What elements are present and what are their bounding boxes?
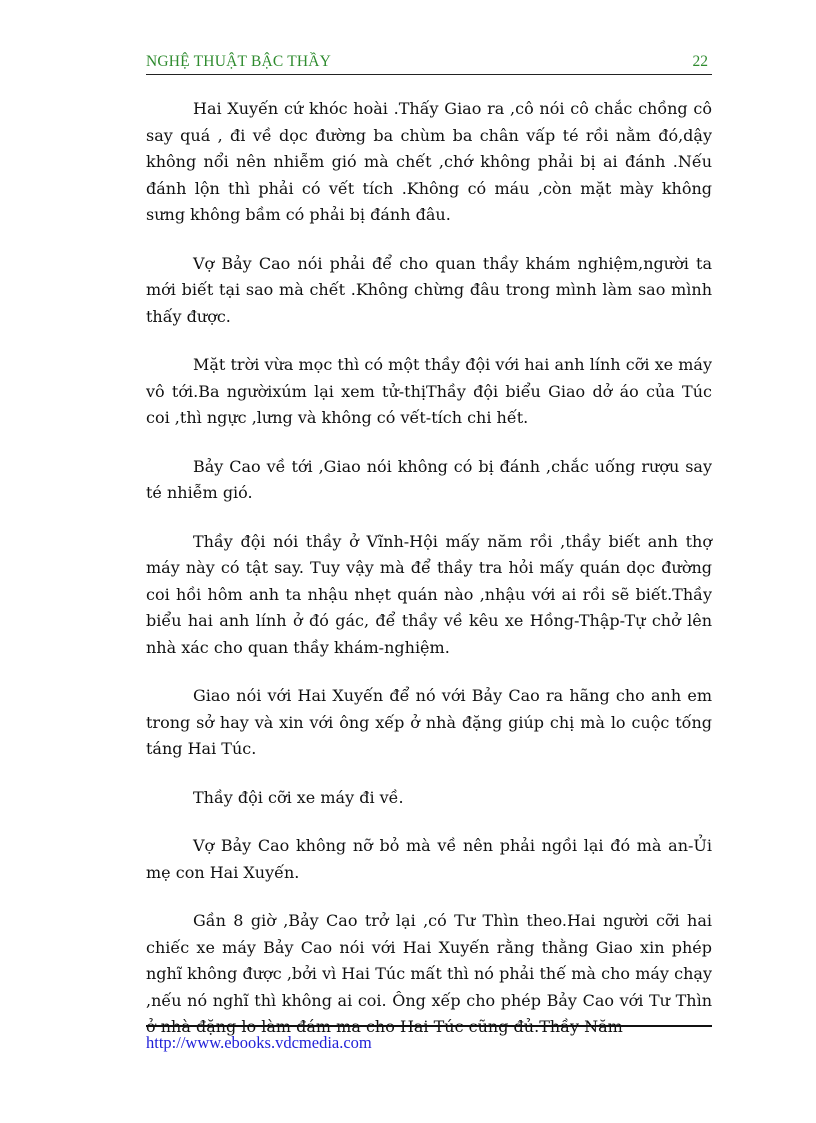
footer-link[interactable]: http://www.ebooks.vdcmedia.com <box>146 1033 372 1052</box>
paragraph: Mặt trời vừa mọc thì có một thầy đội với hai anh lính cỡi xe máy vô tới.Ba ngườixúm lại xem tử-thịThầy đội biểu Giao dở áo của Túc coi ,thì ngực ,lưng và không có vết-tích chi hết. <box>146 355 712 427</box>
paragraph: Vợ Bảy Cao không nỡ bỏ mà về nên phải ngồi lại đó mà an-Ủi mẹ con Hai Xuyến. <box>146 836 712 882</box>
paragraph: Thầy đội nói thầy ở Vĩnh-Hội mấy năm rồi ,thầy biết anh thợ máy này có tật say. Tuy vậy mà để thầy tra hỏi mấy quán dọc đường coi hồi hôm anh ta nhậu nhẹt quán nào ,nhậu với ai rồi sẽ biết.Thầy biểu hai anh lính ở đó gác, để thầy về kêu xe Hồng-Thập-Tự chở lên nhà xác cho quan thầy khám-nghiệm. <box>146 531 712 657</box>
paragraph: Thầy đội cỡi xe máy đi về. <box>193 787 404 807</box>
page-header <box>146 52 712 75</box>
footer-divider <box>146 1025 712 1027</box>
body-text <box>146 96 712 1063</box>
page-number: 22 <box>692 53 708 70</box>
paragraph: Giao nói với Hai Xuyến để nó với Bảy Cao ra hãng cho anh em trong sở hay và xin với ông xếp ở nhà đặng giúp chị mà lo cuộc tống táng Hai Túc. <box>146 686 712 758</box>
paragraph: Vợ Bảy Cao nói phải để cho quan thầy khám nghiệm,người ta mới biết tại sao mà chết .Không chừng đâu trong mình làm sao mình thấy được. <box>146 253 712 326</box>
paragraph: Gần 8 giờ ,Bảy Cao trở lại ,có Tư Thìn theo.Hai người cỡi hai chiếc xe máy Bảy Cao nói với Hai Xuyến rằng thằng Giao xin phép nghĩ không được ,bởi vì Hai Túc mất thì nó phải thế mà cho máy chạy ,nếu nó nghĩ thì không ai coi. Ông xếp cho phép Bảy Cao với Tư Thìn ở nhà đặng lo làm đám ma cho Hai Túc cũng đủ.Thầy Năm <box>146 911 712 1036</box>
paragraph: Bảy Cao về tới ,Giao nói không có bị đánh ,chắc uống rượu say té nhiễm gió. <box>146 456 712 502</box>
paragraph: Hai Xuyến cứ khóc hoài .Thấy Giao ra ,cô nói cô chắc chồng cô say quá , đi về dọc đường ba chùm ba chân vấp té rồi nằm đó,dậy không nổi nên nhiễm gió mà chết ,chớ không phải bị ai đánh .Nếu đánh lộn thì phải có vết tích .Không có máu ,còn mặt mày không sưng không bầm có phải bị đánh đâu. <box>146 99 712 224</box>
header-title: NGHỆ THUẬT BẬC THẦY <box>146 53 332 70</box>
